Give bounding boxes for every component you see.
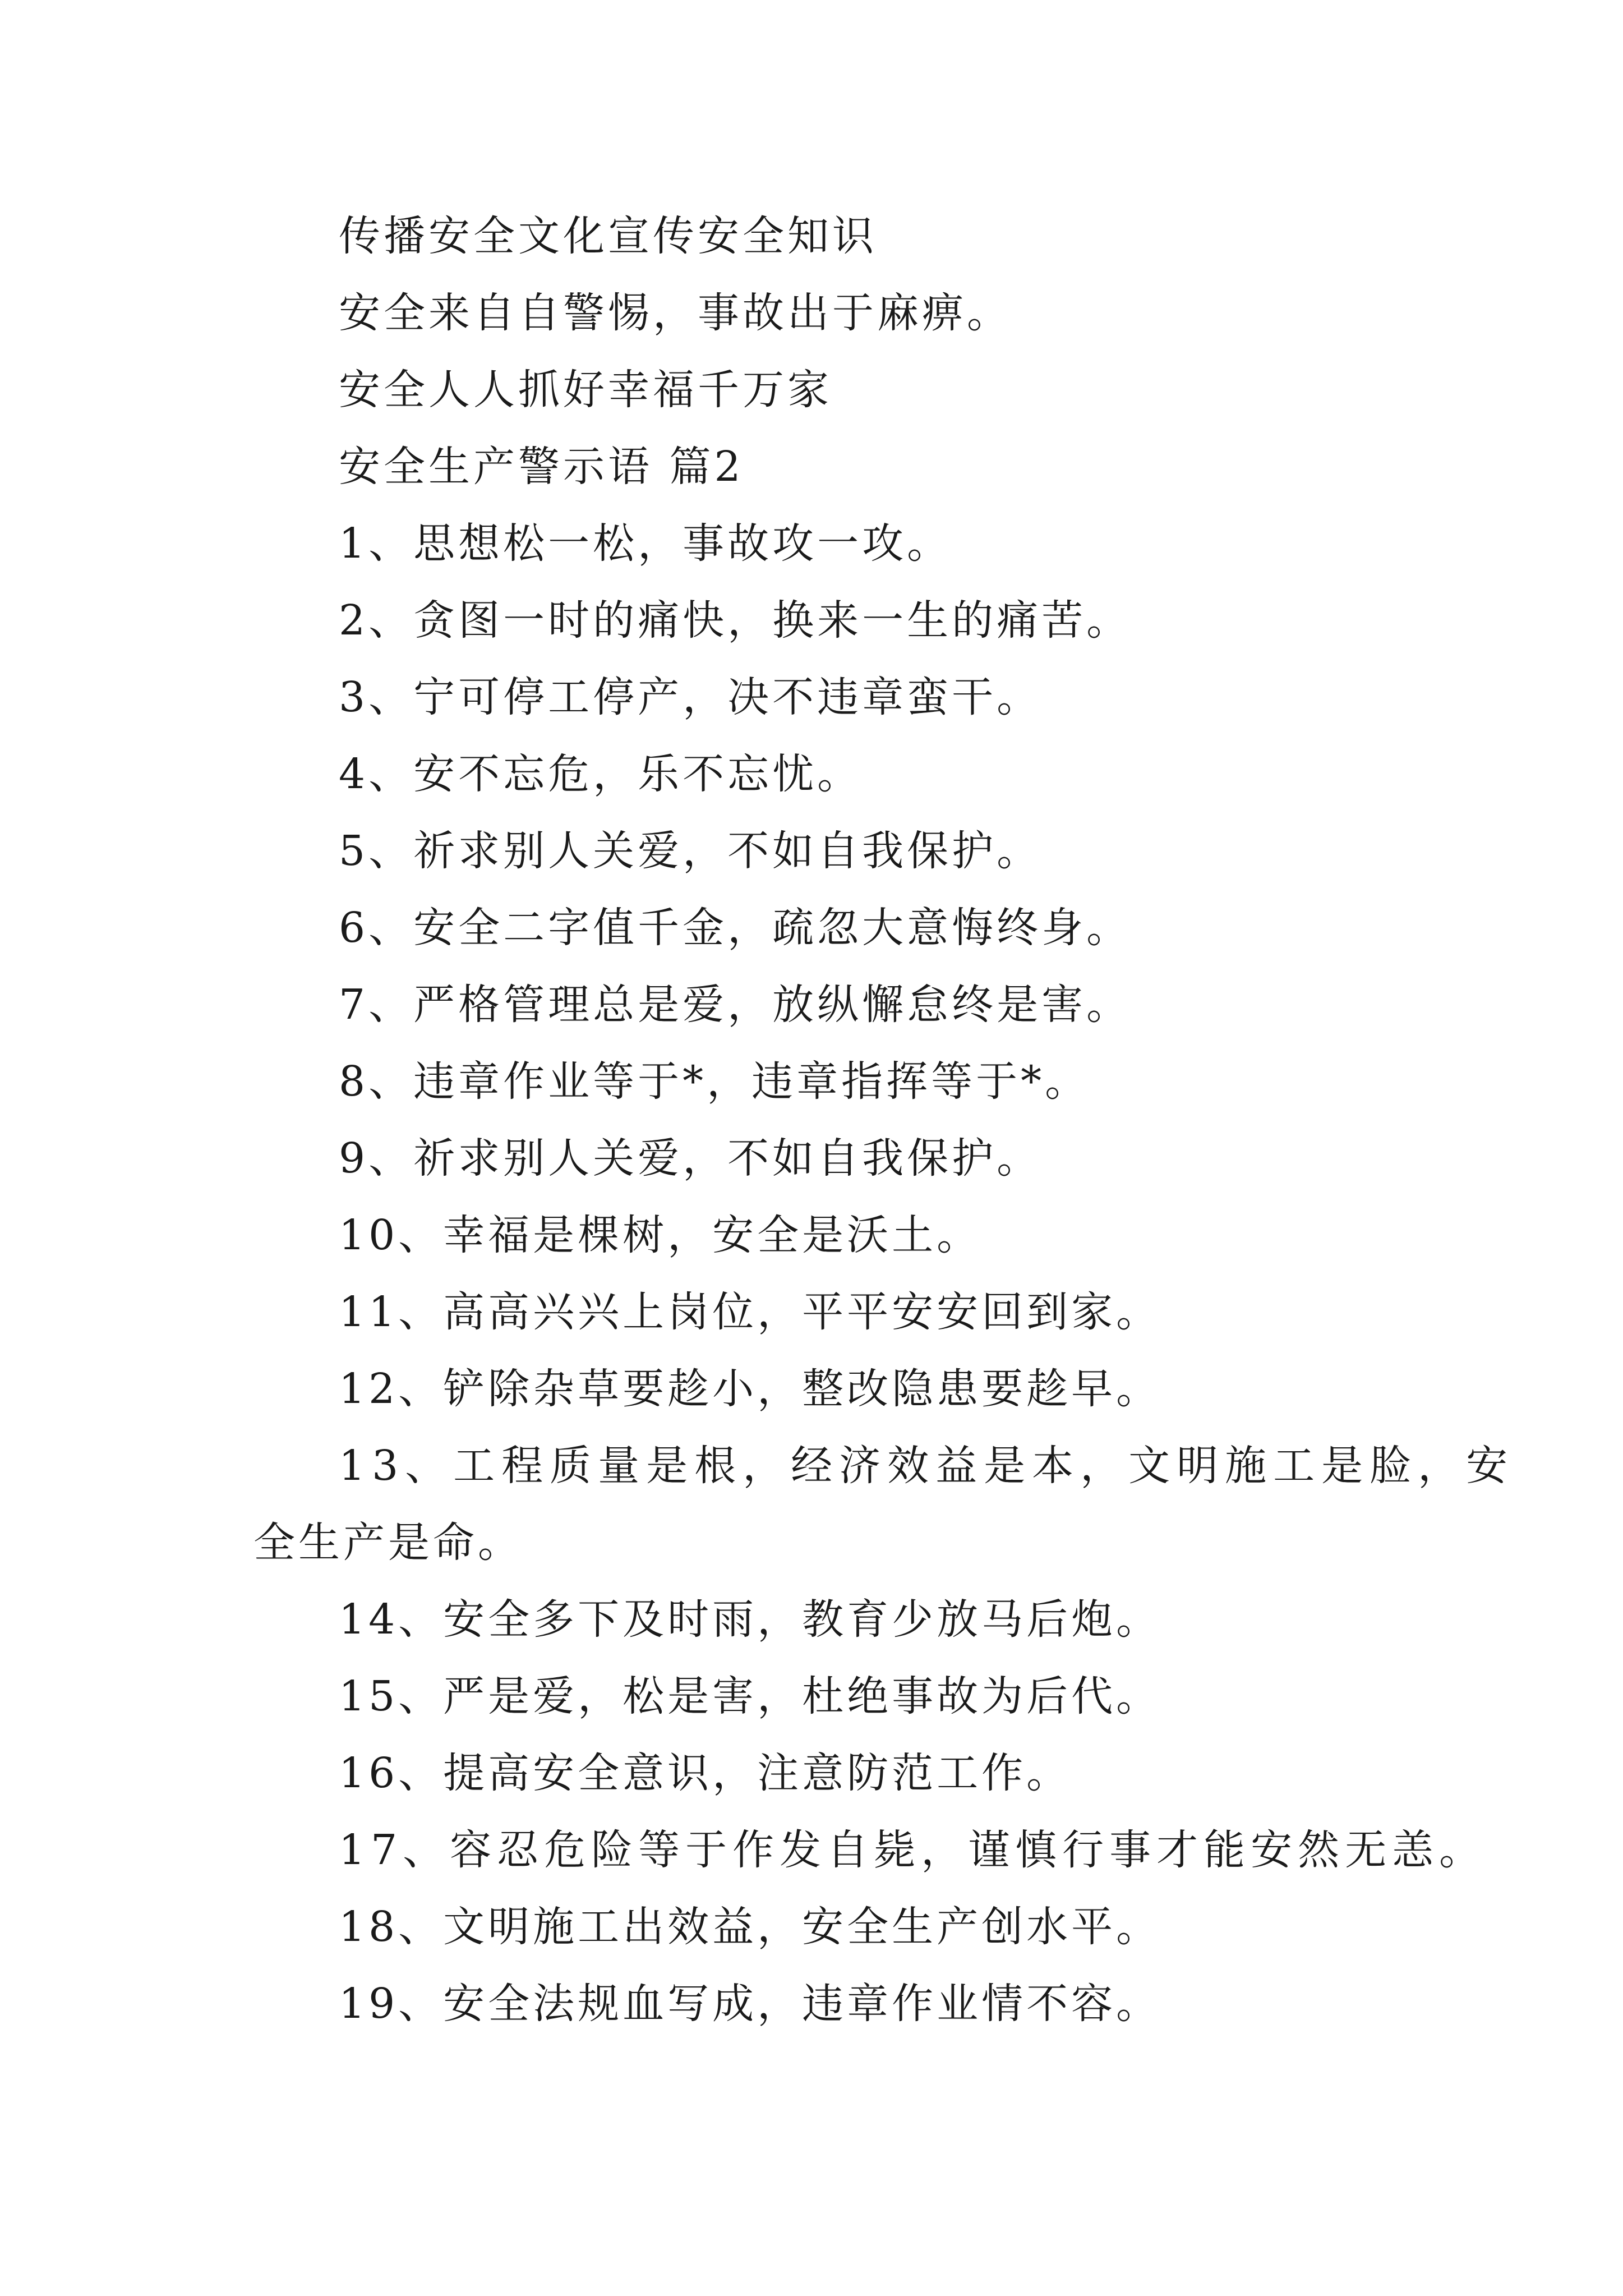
list-item: 3、宁可停工停产，决不违章蛮干。 [339,673,1042,721]
list-item: 12、铲除杂草要趁小，整改隐患要趁早。 [339,1365,1161,1413]
list-item-continuation: 全生产是命。 [253,1519,523,1567]
list-item: 1、思想松一松，事故攻一攻。 [339,519,952,568]
text-line: 传播安全文化宣传安全知识 [339,212,877,260]
list-item: 8、违章作业等于*，违章指挥等于*。 [339,1057,1090,1106]
list-item: 18、文明施工出效益，安全生产创水平。 [339,1903,1161,1951]
list-item: 16、提高安全意识，注意防范工作。 [339,1749,1072,1797]
list-item: 17、容忍危险等于作发自毙，谨慎行事才能安然无恙。 [339,1826,1487,1874]
list-item: 19、安全法规血写成，违章作业情不容。 [339,1980,1161,2028]
list-item: 10、幸福是棵树，安全是沃土。 [339,1211,982,1259]
list-item: 15、严是爱，松是害，杜绝事故为后代。 [339,1672,1161,1720]
text-line: 安全人人抓好幸福千万家 [339,366,832,414]
list-item: 6、安全二字值千金，疏忽大意悔终身。 [339,904,1132,952]
list-item: 5、祈求别人关爱，不如自我保护。 [339,827,1042,875]
list-item: 14、安全多下及时雨，教育少放马后炮。 [339,1595,1161,1644]
list-item: 7、严格管理总是爱，放纵懈怠终是害。 [339,981,1132,1029]
text-line: 安全来自自警惕，事故出于麻痹。 [339,289,1012,337]
list-item: 11、高高兴兴上岗位，平平安安回到家。 [339,1288,1161,1336]
list-item: 9、祈求别人关爱，不如自我保护。 [339,1134,1042,1182]
list-item: 2、贪图一时的痛快，换来一生的痛苦。 [339,596,1132,645]
list-item: 4、安不忘危，乐不忘忧。 [339,750,863,798]
list-item: 13、工程质量是根，经济效益是本，文明施工是脸，安 [339,1442,1515,1490]
section-heading: 安全生产警示语 篇2 [339,443,744,491]
